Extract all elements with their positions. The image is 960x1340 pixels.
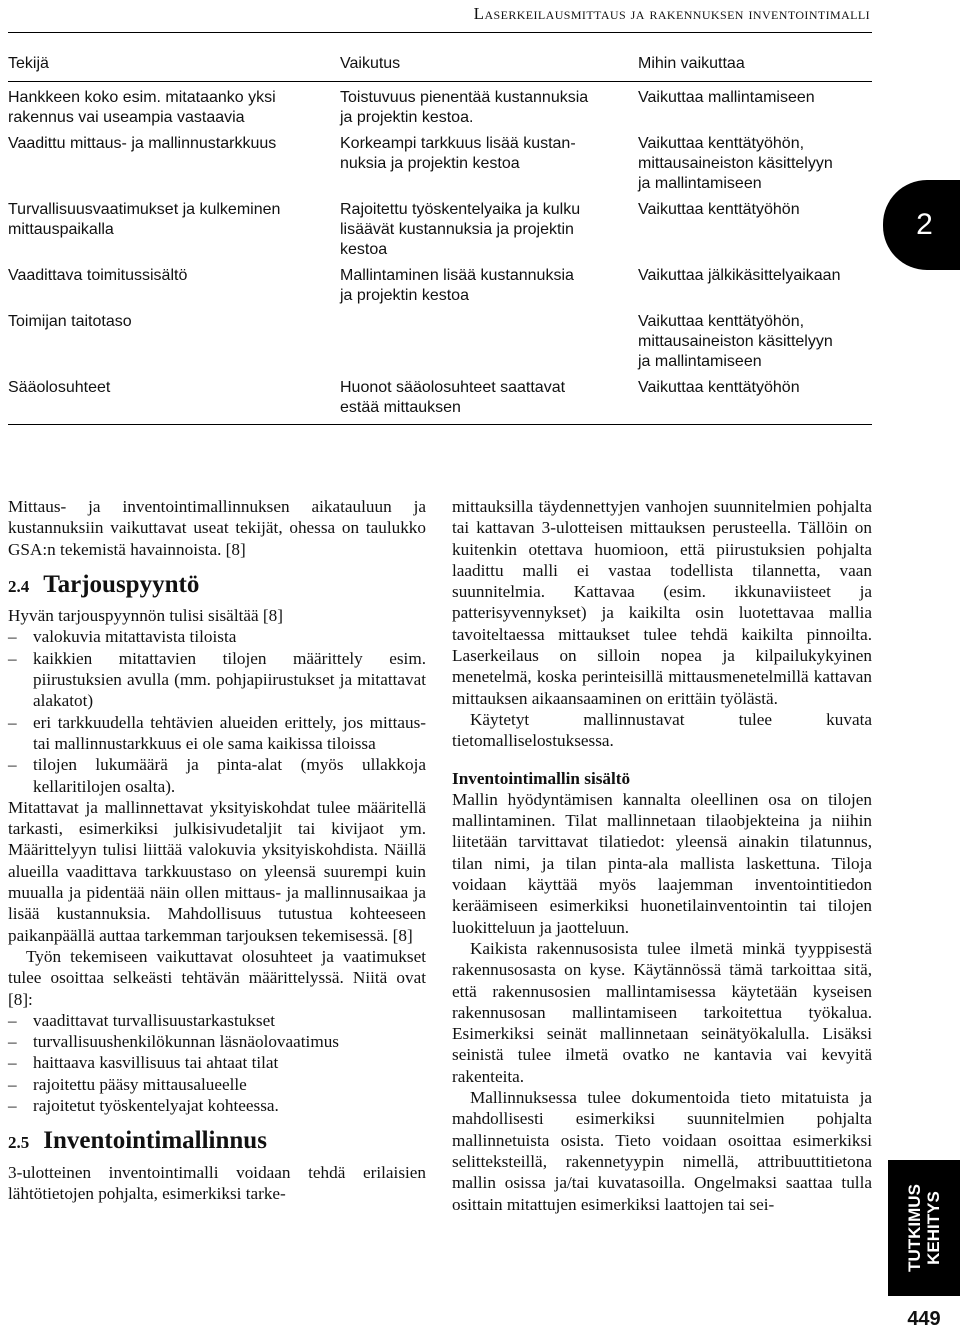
section-heading (8, 1127, 426, 1155)
table-cell: Korkeampi tarkkuus lisää kustan- nuksia ja projektin kestoa (340, 135, 576, 172)
table-cell: Toistuvuus pienentää kustannuksia ja projektin kestoa. (340, 89, 589, 126)
table-header-row (8, 48, 872, 82)
table-cell: Vaikuttaa jälkikäsittelyaikaan (638, 267, 841, 284)
table-header-cell: Mihin vaikuttaa (638, 55, 745, 72)
table-bottom-rule (8, 424, 872, 425)
table-cell: Turvallisuusvaatimukset ja kulkeminen mittauspaikalla (8, 201, 281, 238)
page-number: 449 (907, 1308, 941, 1330)
section-title: Tarjouspyyntö (43, 570, 200, 598)
side-label-line: TUTKIMUS (905, 1184, 925, 1272)
table-cell: Huonot sääolosuhteet saattavat estää mittauksen (340, 379, 566, 416)
table-row (8, 134, 872, 194)
table-header-cell: Vaikutus (340, 55, 401, 72)
table-cell: Vaikuttaa kenttätyöhön, mittausaineiston käsittelyyn ja mallintamiseen (638, 135, 833, 192)
list-item: – kaikkien mitattavien tilojen määrittely esim. piirustuksien avulla (mm. pohjapiirustukset ja mitattavat alakatot) (8, 648, 426, 711)
body-paragraph: Työn tekemiseen vaikuttavat olosuhteet ja vaatimukset tulee osoittaa selkeästi tehtävän määrittelyssä. Niitä ovat [8]: (8, 946, 426, 1009)
requirements-list (8, 626, 426, 796)
table-header-cell: Tekijä (8, 55, 49, 72)
section-number: 2.5 (8, 1133, 30, 1153)
table-cell: Mallintaminen lisää kustannuksia ja projektin kestoa (340, 267, 574, 304)
table-row (8, 312, 872, 372)
section-number: 2.4 (8, 576, 30, 596)
list-item: – turvallisuushenkilökunnan läsnäolovaatimus (8, 1032, 339, 1052)
body-paragraph: Mallinnuksessa tulee dokumentoida tieto mitatuista ja mahdollisesti esimerkiksi suunnitelmien pohjalta mallinnetuista osista. Tieto voidaan osoittaa esimerkiksi selitteksteillä, rakennetyypin nimellä, attribuuttitietona mallin osissa ja/tai kuvatasoilla. Ongelmaksi saattaa tulla osittain mitattujen esimerkiksi laattojen tai sei- (452, 1088, 872, 1214)
left-column (8, 496, 426, 1204)
section-heading (8, 570, 426, 598)
table-cell: Vaikuttaa kenttätyöhön (638, 379, 800, 396)
side-label-line: KEHITYS (924, 1191, 944, 1265)
body-paragraph: mittauksilla täydennettyjen vanhojen suunnitelmien pohjalta tai kattavan 3-ulotteisen mittauksen perusteella. Tällöin on kuitenkin otettava huomioon, että piirustuksien pohjalta laadittu malli ei vastaa todellista tilannetta, vaan suunnitelmia. Kattavaa (esim. ikkunaviisteet ja patterisyvennykset) ja kaikilta osin luotettavaa mallia tavoiteltaessa mittaukset tulee tehdä kaikilta pinnoilta. Laserkeilaus on silloin nopea ja kilpailukykyinen menetelmä, koska perinteisillä mittausmenetelmillä kattavan mittauksen aikaansaaminen on erittäin työlästä. (452, 497, 872, 708)
body-paragraph: 3-ulotteinen inventointimalli voidaan tehdä erilaisien lähtötietojen pohjalta, esimerkiksi tarke- (8, 1162, 426, 1203)
table-cell: Toimijan taitotaso (8, 313, 132, 330)
table-cell: Vaadittu mittaus- ja mallinnustarkkuus (8, 135, 277, 152)
running-title: Laserkeilausmittaus ja rakennuksen inventointimalli (473, 4, 870, 23)
list-item: – rajoitetut työskentelyajat kohteessa. (8, 1096, 279, 1116)
table-cell: Sääolosuhteet (8, 379, 111, 396)
table-cell (340, 312, 638, 372)
table-cell: Hankkeen koko esim. mitataanko yksi rakennus vai useampia vastaavia (8, 89, 276, 126)
header-rule (8, 32, 872, 33)
list-item: – eri tarkkuudella tehtävien alueiden erittely, jos mittaus- tai mallinnustarkkuus ei ole sama kaikissa tiloissa (8, 712, 426, 753)
list-item: – haittaava kasvillisuus tai ahtaat tilat (8, 1053, 279, 1073)
intro-paragraph: Mittaus- ja inventointimallinnuksen aikatauluun ja kustannuksiin vaikuttavat useat tekijät, ohessa on taulukko GSA:n tekemistä havainnoista. [8] (8, 497, 426, 559)
section-side-label (888, 1160, 960, 1296)
table-cell: Vaikuttaa kenttätyöhön (638, 201, 800, 218)
list-item: – tilojen lukumäärä ja pinta-alat (myös ullakkoja kellaritilojen osalta). (8, 755, 426, 796)
table-row (8, 200, 872, 260)
table-cell: Rajoitettu työskentelyaika ja kulku lisäävät kustannuksia ja projektin kestoa (340, 201, 581, 258)
body-paragraph: Käytetyt mallinnustavat tulee kuvata tietomalliselostuksessa. (452, 709, 872, 751)
conditions-list (8, 1010, 426, 1116)
body-paragraph: Kaikista rakennusosista tulee ilmetä minkä tyyppisestä rakennusosasta on kyse. Käytännössä tämä tarkoittaa sitä, että rakennusosien mallintamisessa käytetään kyseisen rakennusosan mallintamiseen tarkoitettua työkalua. Esimerkiksi seinät mallinnetaan seinätyökalulla. Lisäksi seinistä tulee ilmetä ovatko ne kantavia vai kevyitä rakenteita. (452, 938, 872, 1086)
table-row (8, 378, 872, 418)
table-row (8, 266, 872, 306)
table-cell: Vaikuttaa mallintamiseen (638, 89, 815, 106)
body-paragraph: Mallin hyödyntämisen kannalta oleellinen osa on tilojen mallintaminen. Tilat mallinnetaan tilaobjekteina ja niihin liitetään tarvittavat tilatiedot: yleensä ainakin tilatunnus, tilan nimi, ja tilan pinta-ala mallista laskettuna. Tiloja voidaan käyttää myös laajemman inventointitiedon keräämiseen esimerkiksi huonetilainventointin tai tilojen luokitteluun ja jaotteluun. (452, 789, 872, 937)
table-row (8, 88, 872, 128)
list-item: – vaadittavat turvallisuustarkastukset (8, 1010, 275, 1030)
right-column (452, 496, 872, 1215)
list-item: – rajoitettu pääsy mittausalueelle (8, 1074, 247, 1094)
chapter-tab: 2 (883, 180, 960, 270)
list-item: – valokuvia mitattavista tiloista (8, 627, 237, 647)
section-title: Inventointimallinnus (43, 1127, 267, 1155)
body-paragraph: Mitattavat ja mallinnettavat yksityiskohdat tulee määritellä tarkasti, esimerkiksi julkisivudetaljit tai kivijaot ym. Määrittelyyn tulisi liittää valokuvia yksityiskohdista. Näillä alueilla vaadittava tarkkuustaso on yleensä suurempi kuin muualla ja pidentää näin ollen mittaus- ja mallinnusaikaa ja lisää kustannuksia. Mahdollisuus tutustua kohteeseen paikanpäällä auttaa tarkemman tarjouksen tekemisessä. [8] (8, 797, 426, 945)
lead-paragraph: Hyvän tarjouspyynnön tulisi sisältää [8] (8, 606, 283, 626)
table-cell: Vaadittava toimitussisältö (8, 267, 188, 284)
table-cell: Vaikuttaa kenttätyöhön, mittausaineiston käsittelyyn ja mallintamiseen (638, 313, 833, 370)
subheading: Inventointimallin sisältö (452, 768, 631, 788)
factors-table (8, 48, 872, 424)
